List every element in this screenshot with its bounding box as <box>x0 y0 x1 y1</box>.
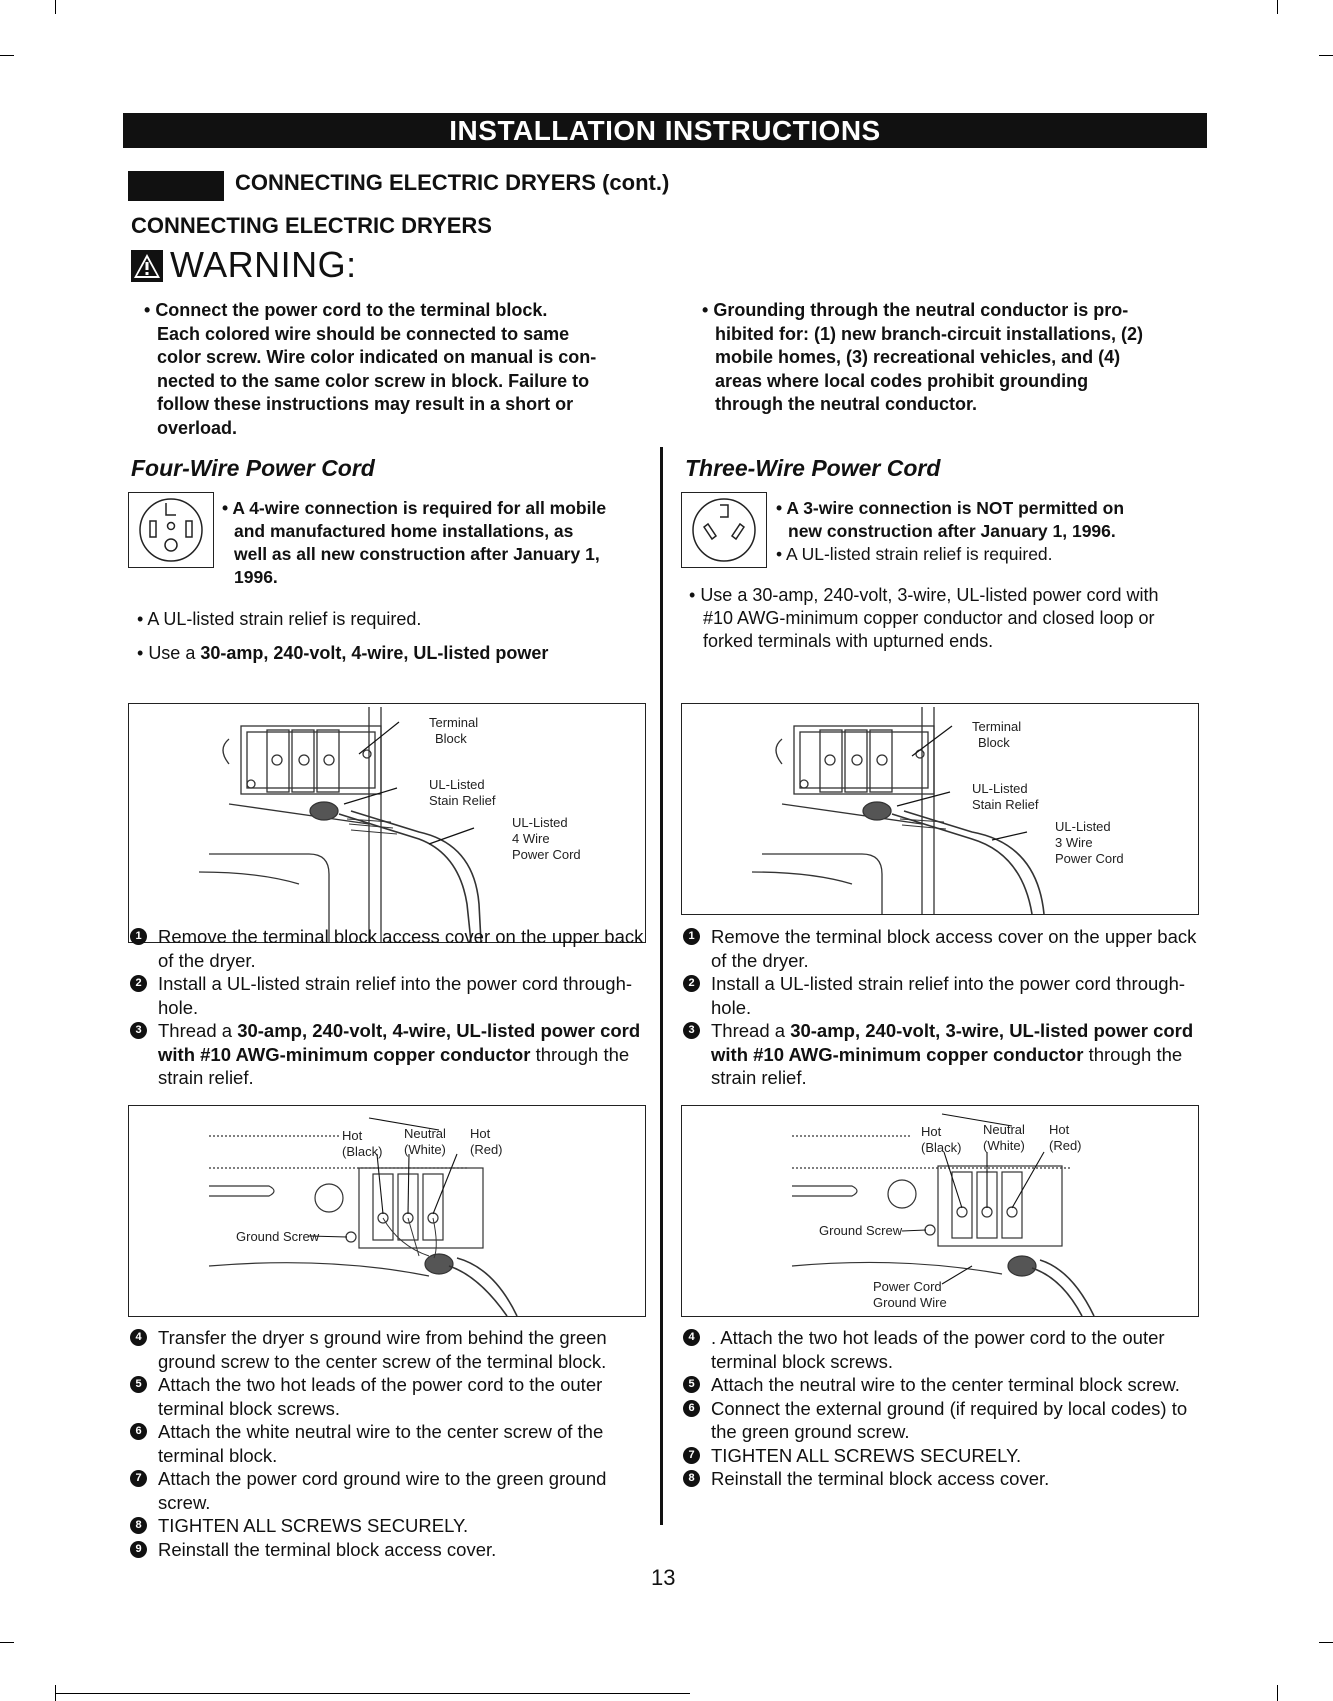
step-number: 2 <box>130 975 147 992</box>
step-bold-text: 30-amp, 240-volt, 3-wire, UL-listed power cord with #10 AWG-minimum copper conductor <box>711 1020 1194 1065</box>
step-item <box>683 1467 1203 1491</box>
four-wire-steps-b <box>130 1326 652 1561</box>
figure-label: Neutral <box>404 1126 446 1141</box>
four-prong-outlet-icon <box>128 492 214 568</box>
column-divider <box>660 447 663 1525</box>
four-wire-icon-bullet <box>222 497 652 589</box>
step-item <box>683 925 1203 972</box>
step-number: 1 <box>130 928 147 945</box>
subheading: CONNECTING ELECTRIC DRYERS <box>131 213 492 238</box>
step-item <box>683 1326 1203 1373</box>
figure-label: Hot <box>921 1124 942 1139</box>
bullet-line: #10 AWG-minimum copper conductor and closed loop or <box>703 608 1155 628</box>
warning-line: color screw. Wire color indicated on manual is con- <box>157 347 597 367</box>
footer-rule <box>55 1693 690 1694</box>
bullet-dot: • <box>702 300 714 320</box>
bullet-dot: • <box>137 609 148 629</box>
crop-mark <box>1319 55 1333 56</box>
wiring-illustration <box>129 1106 645 1316</box>
figure-label: UL-Listed <box>429 777 485 792</box>
bullet-line: forked terminals with upturned ends. <box>703 631 994 651</box>
four-wire-terminal-block-figure <box>128 703 646 943</box>
step-text: Install a UL-listed strain relief into the power cord through-hole. <box>158 973 633 1018</box>
bullet-dot: • <box>137 643 149 663</box>
crop-mark <box>1277 1685 1278 1701</box>
bullet-dot: • <box>222 498 233 518</box>
figure-label: Block <box>435 731 467 746</box>
figure-label: (Black) <box>342 1144 383 1159</box>
figure-label: UL-Listed <box>512 815 568 830</box>
bullet-line: 1996. <box>234 567 278 587</box>
bullet-bold-text: 30-amp, 240-volt, 4-wire, UL-listed power <box>200 643 549 663</box>
figure-label: Block <box>978 735 1010 750</box>
figure-label: Hot <box>470 1126 491 1141</box>
step-number: 5 <box>130 1376 147 1393</box>
four-wire-wiring-figure <box>128 1105 646 1317</box>
step-number: 3 <box>130 1022 147 1039</box>
figure-label: Hot <box>342 1128 363 1143</box>
figure-label: Terminal <box>972 719 1022 734</box>
step-item <box>130 1467 652 1514</box>
step-number: 8 <box>683 1470 700 1487</box>
figure-label: 4 Wire <box>512 831 550 846</box>
step-number: 7 <box>683 1447 700 1464</box>
three-prong-outlet-icon <box>681 492 767 568</box>
three-wire-terminal-block-figure <box>681 703 1199 915</box>
bullet-line: and manufactured home installations, as <box>234 521 574 541</box>
bullet-text: A UL-listed strain relief is required. <box>786 544 1053 564</box>
warning-line: through the neutral conductor. <box>715 394 977 414</box>
warning-line: follow these instructions may result in a short or <box>157 394 574 414</box>
step-item <box>683 972 1203 1019</box>
step-text: Reinstall the terminal block access cover. <box>711 1468 1050 1489</box>
step-number: 1 <box>683 928 700 945</box>
figure-label: (Red) <box>1049 1138 1082 1153</box>
warning-line: Each colored wire should be connected to same <box>157 323 570 344</box>
terminal-block-illustration <box>682 704 1198 914</box>
figure-label: Ground Screw <box>819 1223 903 1238</box>
figure-label: Terminal <box>429 715 479 730</box>
step-text: Transfer the dryer s ground wire from behind the green ground screw to the center screw of the terminal block. <box>158 1327 607 1372</box>
step-item <box>130 1019 650 1090</box>
four-wire-steps-a <box>130 925 650 1090</box>
step-text: Install a UL-listed strain relief into the power cord through-hole. <box>711 973 1186 1018</box>
figure-label: UL-Listed <box>972 781 1028 796</box>
step-number: 8 <box>130 1517 147 1534</box>
bullet-line: Use a 30-amp, 240-volt, 3-wire, UL-listed power cord with <box>700 585 1159 605</box>
figure-label: (White) <box>983 1138 1025 1153</box>
warning-line: nected to the same color screw in block. Failure to <box>157 370 590 391</box>
figure-label: Ground Wire <box>873 1295 947 1310</box>
three-wire-steps-b <box>683 1326 1203 1491</box>
step-item <box>130 1538 652 1562</box>
bullet-line: A 4-wire connection is required for all mobile <box>232 498 607 518</box>
figure-label: Ground Screw <box>236 1229 320 1244</box>
three-wire-icon-bullet <box>776 497 1196 566</box>
step-text: TIGHTEN ALL SCREWS SECURELY. <box>158 1515 469 1536</box>
step-number: 4 <box>130 1329 147 1346</box>
step-number: 6 <box>683 1400 700 1417</box>
figure-label: (Black) <box>921 1140 962 1155</box>
step-text: Attach the power cord ground wire to the green ground screw. <box>158 1468 607 1513</box>
figure-label: Power Cord <box>1055 851 1124 866</box>
step-item <box>683 1444 1203 1468</box>
warning-right-bullet <box>695 299 1195 417</box>
three-wire-title: Three-Wire Power Cord <box>685 455 941 481</box>
step-number: 3 <box>683 1022 700 1039</box>
figure-label: (White) <box>404 1142 446 1157</box>
step-item <box>130 1326 652 1373</box>
step-item <box>130 1373 652 1420</box>
step-text: Connect the external ground (if required by local codes) to the green ground screw. <box>711 1397 1188 1442</box>
warning-line: mobile homes, (3) recreational vehicles, and (4) <box>715 347 1121 367</box>
step-number: 9 <box>130 1541 147 1558</box>
step-text: Attach the two hot leads of the power cord to the outer terminal block screws. <box>158 1374 603 1419</box>
step-text: Attach the neutral wire to the center terminal block screw. <box>711 1374 1180 1395</box>
warning-line: areas where local codes prohibit grounding <box>715 370 1089 391</box>
crop-mark <box>0 1642 14 1643</box>
step-text: Remove the terminal block access cover on the upper back of the dryer. <box>158 926 644 971</box>
bullet-line: new construction after January 1, 1996. <box>788 521 1116 541</box>
figure-label: Power Cord <box>873 1279 942 1294</box>
crop-mark <box>55 0 56 14</box>
four-wire-bullet-2 <box>137 642 548 665</box>
step-text: TIGHTEN ALL SCREWS SECURELY. <box>711 1444 1022 1466</box>
figure-label: Power Cord <box>512 847 581 862</box>
three-wire-wiring-figure <box>681 1105 1199 1317</box>
warning-title: WARNING: <box>170 244 357 285</box>
figure-label: Stain Relief <box>429 793 496 808</box>
bullet-dot: • <box>776 498 787 518</box>
step-text: through the strain relief. <box>158 1043 630 1088</box>
step-item <box>683 1019 1203 1090</box>
bullet-line: A 3-wire connection is NOT permitted on <box>786 498 1125 518</box>
step-text: Remove the terminal block access cover on the upper back of the dryer. <box>711 926 1197 971</box>
warning-line: Grounding through the neutral conductor is pro- <box>713 300 1129 320</box>
page-banner: INSTALLATION INSTRUCTIONS <box>123 113 1207 148</box>
step-number: 6 <box>130 1423 147 1440</box>
warning-left-bullet <box>137 299 657 440</box>
figure-label: Hot <box>1049 1122 1070 1137</box>
figure-label: Stain Relief <box>972 797 1039 812</box>
crop-mark <box>1319 1642 1333 1643</box>
bullet-line: well as all new construction after January 1, <box>234 544 600 564</box>
crop-mark <box>0 55 14 56</box>
step-text: Attach the white neutral wire to the center screw of the terminal block. <box>158 1421 604 1466</box>
warning-line: Connect the power cord to the terminal block. <box>155 300 548 320</box>
step-number: 4 <box>683 1329 700 1346</box>
step-number: 7 <box>130 1470 147 1487</box>
crop-mark <box>1277 0 1278 14</box>
three-wire-bullet <box>689 584 1209 653</box>
bullet-text: A UL-listed strain relief is required. <box>147 609 422 629</box>
step-number: 2 <box>683 975 700 992</box>
figure-label: UL-Listed <box>1055 819 1111 834</box>
step-item <box>683 1397 1203 1444</box>
step-item <box>130 1514 652 1538</box>
four-wire-bullet-1 <box>137 608 421 631</box>
page-number: 13 <box>651 1565 676 1590</box>
figure-label: Neutral <box>983 1122 1025 1137</box>
bullet-text: Use a <box>148 643 201 663</box>
section-title: CONNECTING ELECTRIC DRYERS (cont.) <box>235 170 670 195</box>
warning-line: overload. <box>157 417 238 438</box>
bullet-dot: • <box>776 544 787 564</box>
bullet-dot: • <box>689 585 701 605</box>
warning-triangle-icon <box>131 250 163 282</box>
three-wire-steps-a <box>683 925 1203 1090</box>
step-item <box>130 972 650 1019</box>
step-text: . Attach the two hot leads of the power cord to the outer terminal block screws. <box>711 1327 1165 1372</box>
bullet-dot: • <box>144 300 156 320</box>
section-bar <box>128 171 224 201</box>
step-item <box>683 1373 1203 1397</box>
step-item <box>130 1420 652 1467</box>
figure-label: (Red) <box>470 1142 503 1157</box>
figure-label: 3 Wire <box>1055 835 1093 850</box>
step-number: 5 <box>683 1376 700 1393</box>
four-wire-title: Four-Wire Power Cord <box>131 455 375 481</box>
step-text: Thread a <box>158 1020 238 1041</box>
step-text: through the strain relief. <box>711 1043 1183 1088</box>
step-text: Thread a <box>711 1020 791 1041</box>
warning-line: hibited for: (1) new branch-circuit installations, (2) <box>715 323 1144 344</box>
step-bold-text: 30-amp, 240-volt, 4-wire, UL-listed power cord with #10 AWG-minimum copper conductor <box>158 1020 641 1065</box>
step-item <box>130 925 650 972</box>
step-text: Reinstall the terminal block access cover. <box>158 1538 497 1560</box>
